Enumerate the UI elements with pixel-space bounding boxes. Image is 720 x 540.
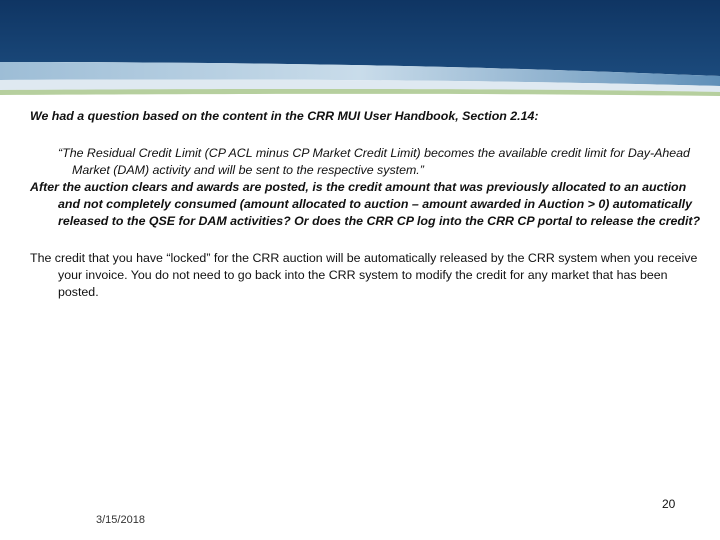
- date-stamp: 3/15/2018: [96, 514, 145, 526]
- answer-text: The credit that you have “locked” for the CRR auction will be automatically released by the CRR system when you receive your invoice. You do not need to go back into the CRR system to modify the credit for any market that has been posted.: [30, 251, 698, 299]
- header-wave-graphic: [0, 0, 720, 100]
- page-number: 20: [662, 497, 676, 511]
- question-text: After the auction clears and awards are posted, is the credit amount that was previously allocated to an auction and not completely consumed (amount allocated to auction – amount awarded in Auction > 0) automatically released to the QSE for DAM activities? Or does the CRR CP log into the CRR CP portal to release the credit?: [30, 180, 701, 228]
- slide-body: [30, 108, 710, 301]
- handbook-quote: “The Residual Credit Limit (CP ACL minus CP Market Credit Limit) becomes the available credit limit for Day-Ahead Market (DAM) activity and will be sent to the respective system.”: [58, 146, 690, 177]
- footer-cover: [0, 532, 720, 540]
- question-intro: We had a question based on the content in the CRR MUI User Handbook, Section 2.14:: [30, 109, 539, 123]
- header-banner: [0, 0, 720, 100]
